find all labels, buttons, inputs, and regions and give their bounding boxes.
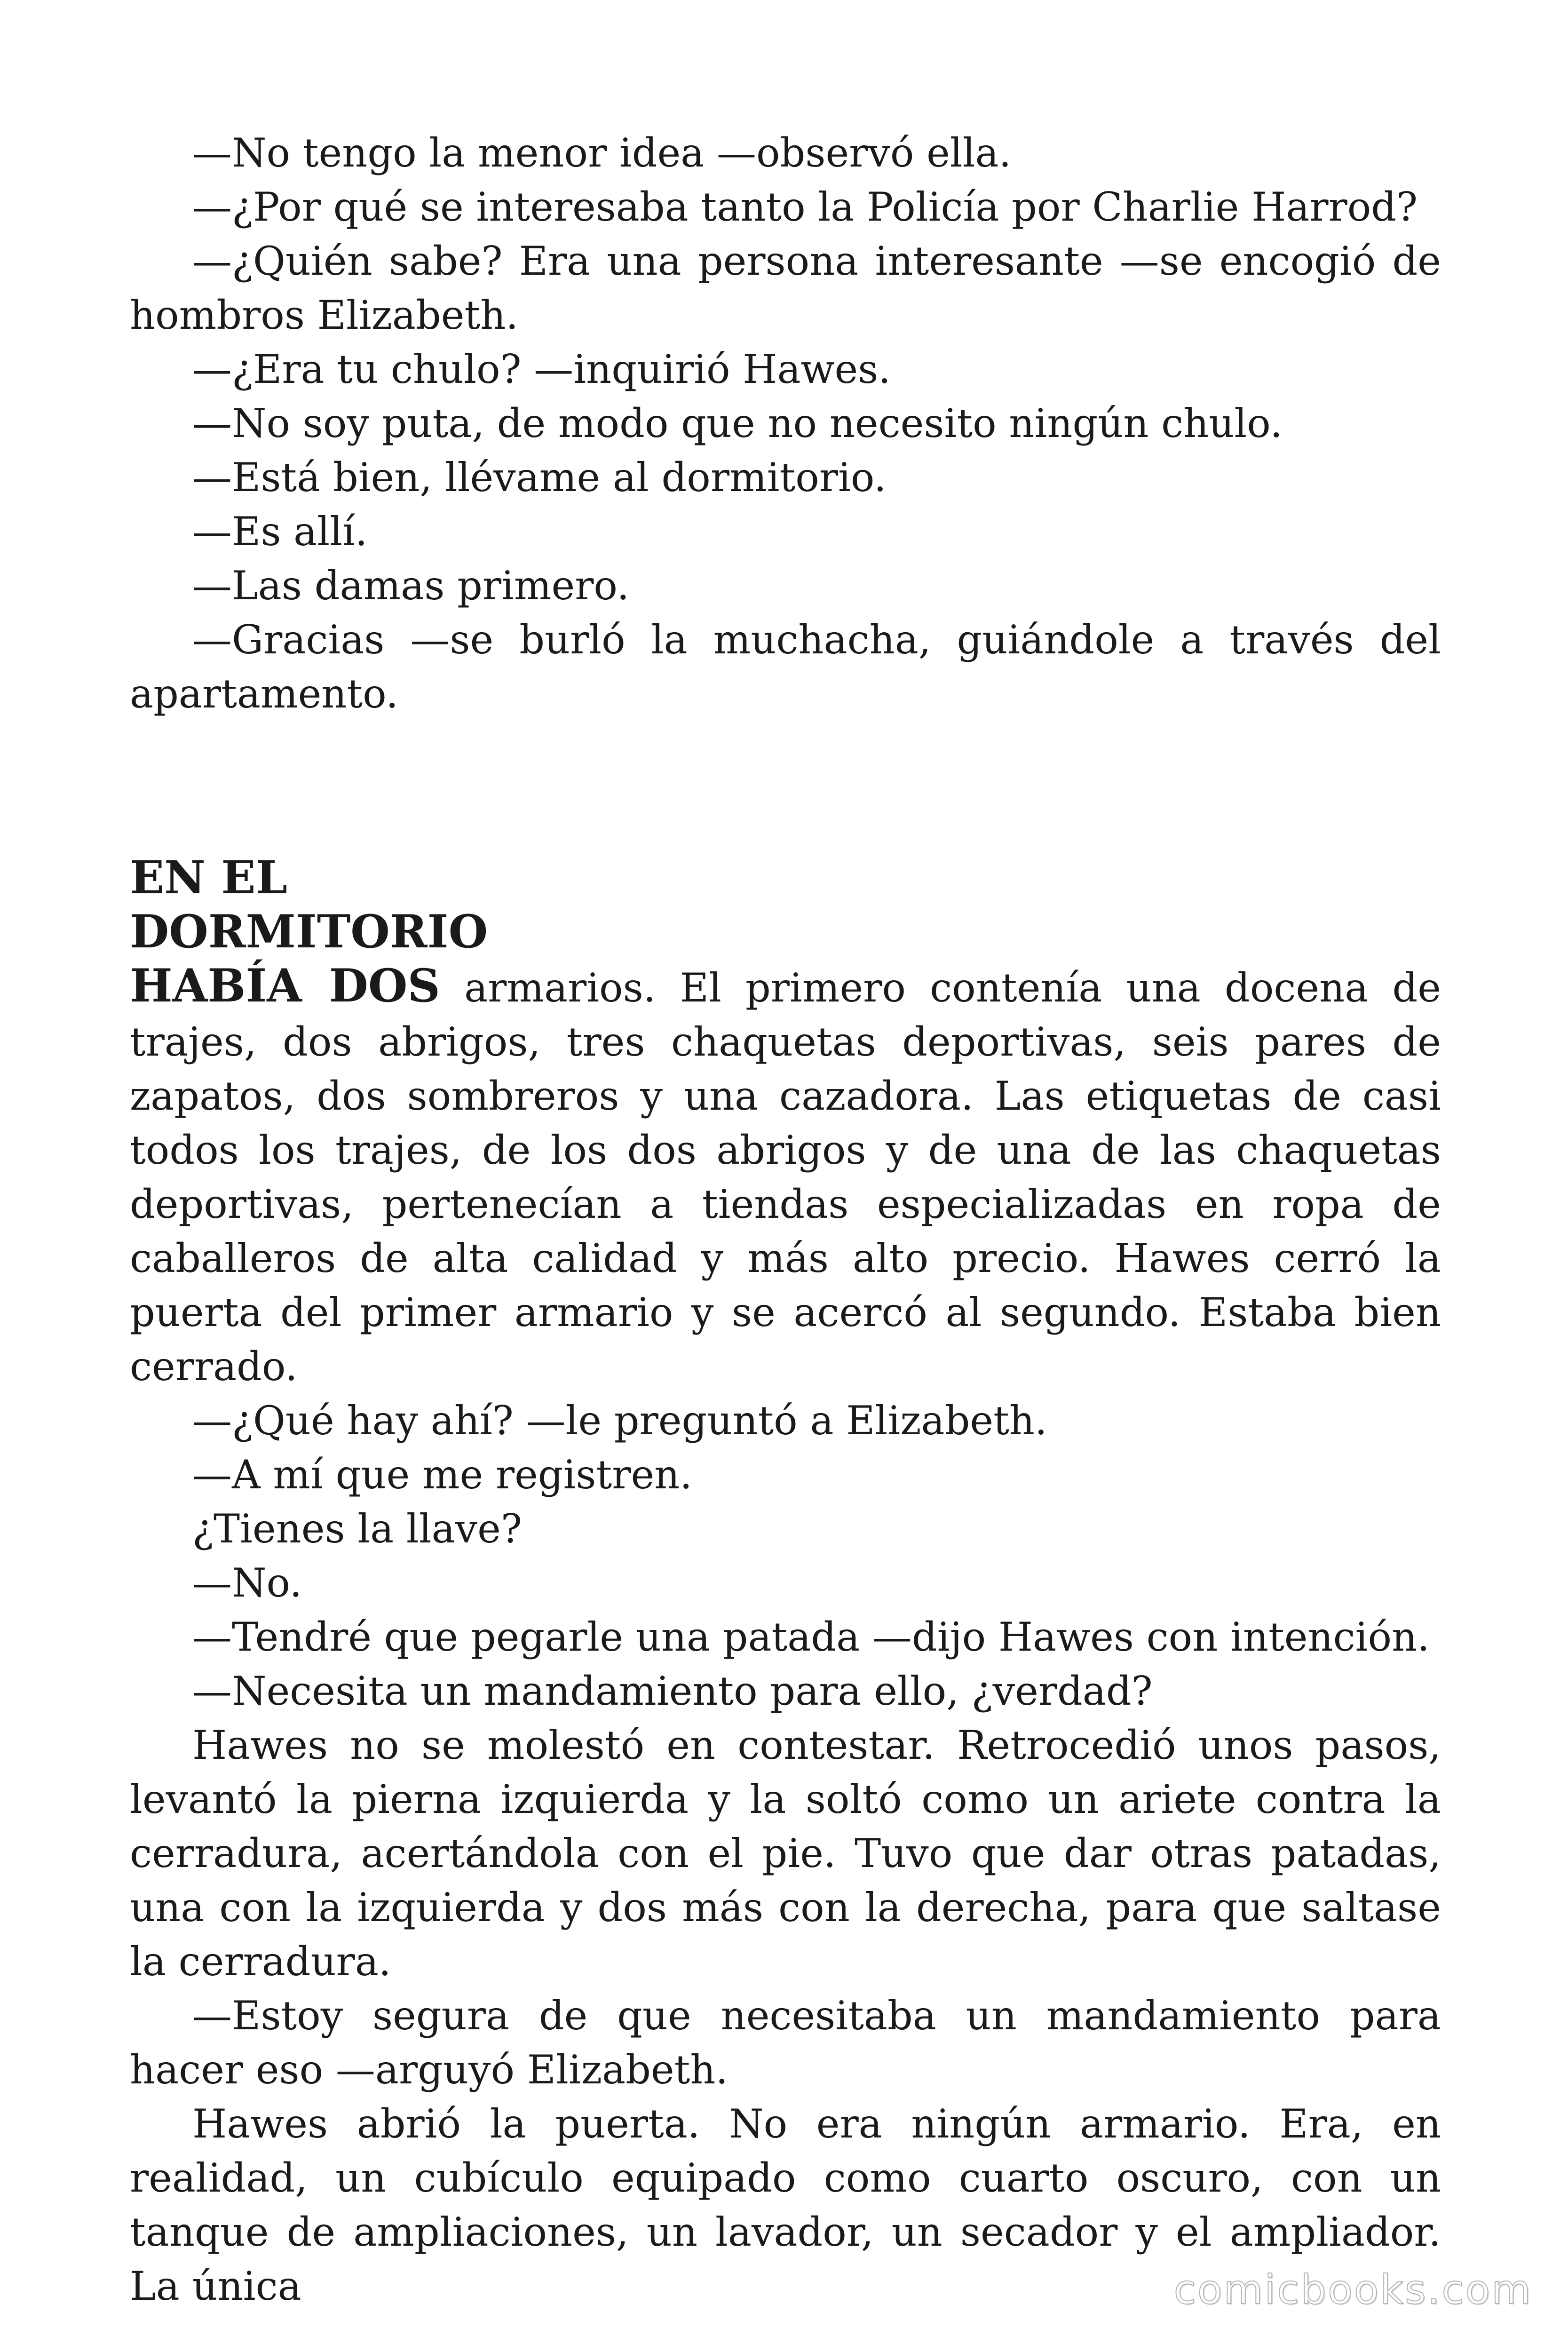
paragraph: ¿Tienes la llave? [192,1506,522,1552]
paragraph: —Es allí. [192,509,368,555]
section-heading [130,850,1441,959]
paragraph: —No. [192,1560,302,1606]
section-heading-line: EN EL [130,851,288,904]
paragraph: —Necesita un mandamiento para ello, ¿verdad? [192,1668,1153,1714]
lead-text: armarios. El primero contenía una docena de trajes, dos abrigos, tres chaquetas deportivas, seis pares de zapatos, dos sombreros y una cazadora. Las etiquetas de casi todos los trajes, de los dos abrigos y de una de las chaquetas deportivas, pertenecían a tiendas especializadas en ropa de caballeros de alta calidad y más alto precio. Hawes cerró la puerta del primer armario y se acercó al segundo. Estaba bien cerrado. [130,965,1441,1390]
lead-paragraph [130,959,1441,1394]
paragraph: —Tendré que pegarle una patada —dijo Hawes con intención. [192,1614,1430,1660]
paragraph: —A mí que me registren. [192,1452,692,1498]
paragraph: —¿Qué hay ahí? —le preguntó a Elizabeth. [192,1398,1047,1444]
paragraph: —Estoy segura de que necesitaba un mandamiento para hacer eso —arguyó Elizabeth. [130,1993,1441,2093]
lead-words: HABÍA DOS [130,959,440,1012]
paragraph: —No soy puta, de modo que no necesito ningún chulo. [192,400,1283,446]
paragraph: —¿Era tu chulo? —inquirió Hawes. [192,346,891,392]
paragraph: —Las damas primero. [192,563,630,609]
paragraph: —No tengo la menor idea —observó ella. [192,130,1012,176]
paragraph: —Gracias —se burló la muchacha, guiándole a través del apartamento. [130,617,1441,717]
paragraph: Hawes no se molestó en contestar. Retrocedió unos pasos, levantó la pierna izquierda y la soltó como un ariete contra la cerradura, acertándola con el pie. Tuvo que dar otras patadas, una con la izquierda y dos más con la derecha, para que saltase la cerradura. [130,1722,1441,1985]
paragraph: Hawes abrió la puerta. No era ningún armario. Era, en realidad, un cubículo equipado como cuarto oscuro, con un tanque de ampliaciones, un lavador, un secador y el ampliador. La única [130,2101,1441,2309]
watermark: comicbooks.com [1173,2266,1532,2313]
paragraph: —¿Quién sabe? Era una persona interesante —se encogió de hombros Elizabeth. [130,238,1441,338]
paragraph: —Está bien, llévame al dormitorio. [192,454,887,501]
section-heading-line: DORMITORIO [130,905,488,958]
page-text [130,126,1441,2313]
paragraph: —¿Por qué se interesaba tanto la Policía por Charlie Harrod? [192,184,1418,230]
